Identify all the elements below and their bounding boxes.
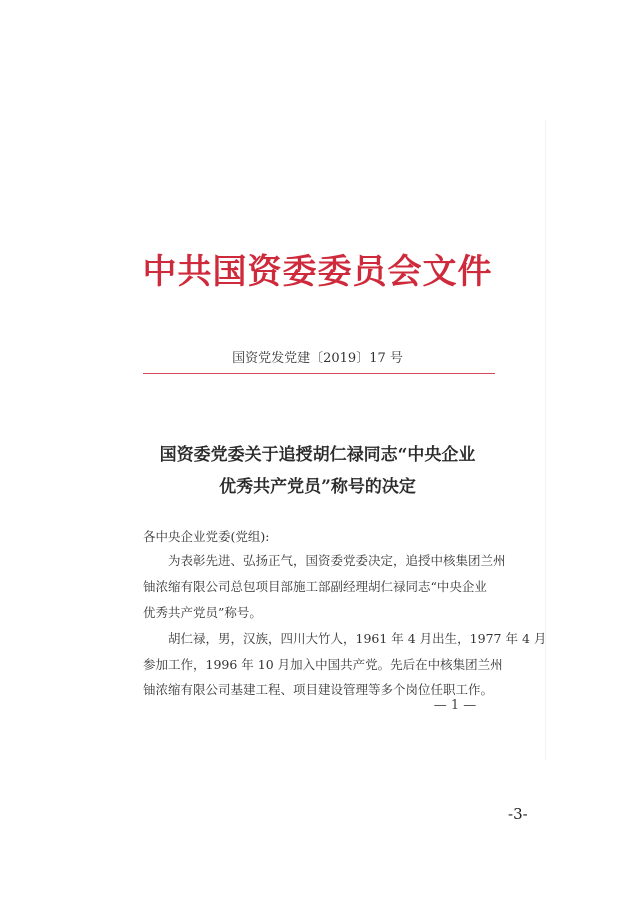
salutation: 各中央企业党委(党组): [143, 529, 270, 544]
body-line-6: 铀浓缩有限公司基建工程、项目建设管理等多个岗位任职工作。 [143, 682, 494, 697]
body-line-5: 参加工作，1996 年 10 月加入中国共产党。先后在中核集团兰州 [143, 657, 503, 672]
inner-page-number: — 1 — [433, 698, 477, 713]
body-line-3: 优秀共产党员”称号。 [143, 605, 262, 620]
sheet-edge-divider [545, 120, 546, 760]
outer-page-number: -3- [508, 805, 528, 823]
body-line-4: 胡仁禄，男，汉族，四川大竹人，1961 年 4 月出生，1977 年 4 月 [168, 631, 547, 646]
document-number: 国资党发党建〔2019〕17 号 [232, 351, 403, 366]
document-masthead: 中共国资委委员会文件 [142, 252, 493, 292]
document-title-line-1: 国资委党委关于追授胡仁禄同志“中央企业 [159, 445, 476, 465]
red-separator-line [143, 373, 495, 374]
body-line-1: 为表彰先进、弘扬正气，国资委党委决定，追授中核集团兰州 [168, 553, 506, 568]
document-title-line-2: 优秀共产党员”称号的决定 [219, 477, 416, 497]
body-line-2: 铀浓缩有限公司总包项目部施工部副经理胡仁禄同志“中央企业 [143, 579, 487, 594]
